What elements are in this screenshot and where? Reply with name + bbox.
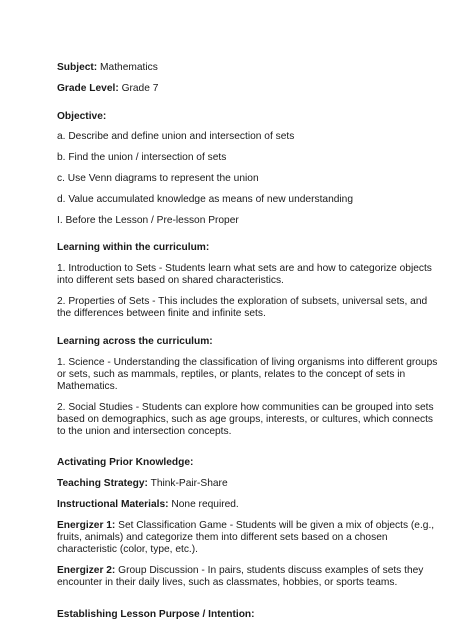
subject-line [57,62,427,74]
paragraph-line: into different sets based on shared characteristics. [57,275,284,287]
teaching-strategy-value: Think-Pair-Share [150,478,228,489]
subject-value: Mathematics [100,62,158,73]
energizer-2-paragraph [57,565,427,589]
lesson-purpose-heading: Establishing Lesson Purpose / Intention: [57,609,255,620]
grade-label: Grade Level: [57,83,119,94]
paragraph-line: characteristic (color, type, etc.). [57,544,198,556]
paragraph-line: 2. Properties of Sets - This includes the exploration of subsets, universal sets, and [57,296,428,307]
paragraph-line: to the union and intersection concepts. [57,426,232,438]
grade-value: Grade 7 [121,83,159,94]
paragraph-line: 2. Social Studies - Students can explore how communities can be grouped into sets [57,402,434,413]
energizer-2-text: Group Discussion - In pairs, students discuss examples of sets they [118,565,424,576]
paragraph-line: 1. Introduction to Sets - Students learn what sets are and how to categorize objects [57,263,432,274]
paragraph-line [57,565,427,577]
energizer-1-paragraph [57,520,435,557]
within-paragraph-2 [57,296,427,320]
energizer-1-text: Set Classification Game - Students will be given a mix of objects (e.g., [118,520,435,531]
prior-knowledge-heading: Activating Prior Knowledge: [57,457,194,468]
instructional-materials-line [57,499,427,511]
grade-line [57,83,427,95]
instructional-materials-value: None required. [171,499,239,510]
teaching-strategy-label: Teaching Strategy: [57,478,148,489]
paragraph-line: encounter in their daily lives, such as classmates, hobbies, or sports teams. [57,577,398,589]
paragraph-line: based on demographics, such as age groups, interests, or cultures, which connects [57,414,434,426]
across-heading: Learning across the curriculum: [57,336,213,347]
objective-item: d. Value accumulated knowledge as means of new understanding [57,194,354,205]
paragraph-line: Mathematics. [57,381,118,393]
paragraph-line: fruits, animals) and categorize them into different sets based on a chosen [57,532,388,544]
objective-item: b. Find the union / intersection of sets [57,152,227,163]
across-paragraph-2 [57,402,434,439]
within-heading: Learning within the curriculum: [57,242,210,253]
paragraph-line: or sets, such as mammals, reptiles, or plants, relates to the concept of sets in [57,369,406,381]
section-heading-pre-lesson: I. Before the Lesson / Pre-lesson Proper [57,215,239,226]
energizer-2-label: Energizer 2: [57,565,116,576]
instructional-materials-label: Instructional Materials: [57,499,169,510]
across-paragraph-1 [57,357,438,394]
teaching-strategy-line [57,478,427,490]
paragraph-line: 1. Science - Understanding the classification of living organisms into different groups [57,357,438,368]
paragraph-line [57,520,435,532]
objective-heading: Objective: [57,111,107,122]
within-paragraph-1 [57,263,432,287]
objective-item: c. Use Venn diagrams to represent the union [57,173,259,184]
paragraph-line: the differences between finite and infinite sets. [57,308,266,320]
subject-label: Subject: [57,62,98,73]
objective-item: a. Describe and define union and intersection of sets [57,131,295,142]
energizer-1-label: Energizer 1: [57,520,116,531]
